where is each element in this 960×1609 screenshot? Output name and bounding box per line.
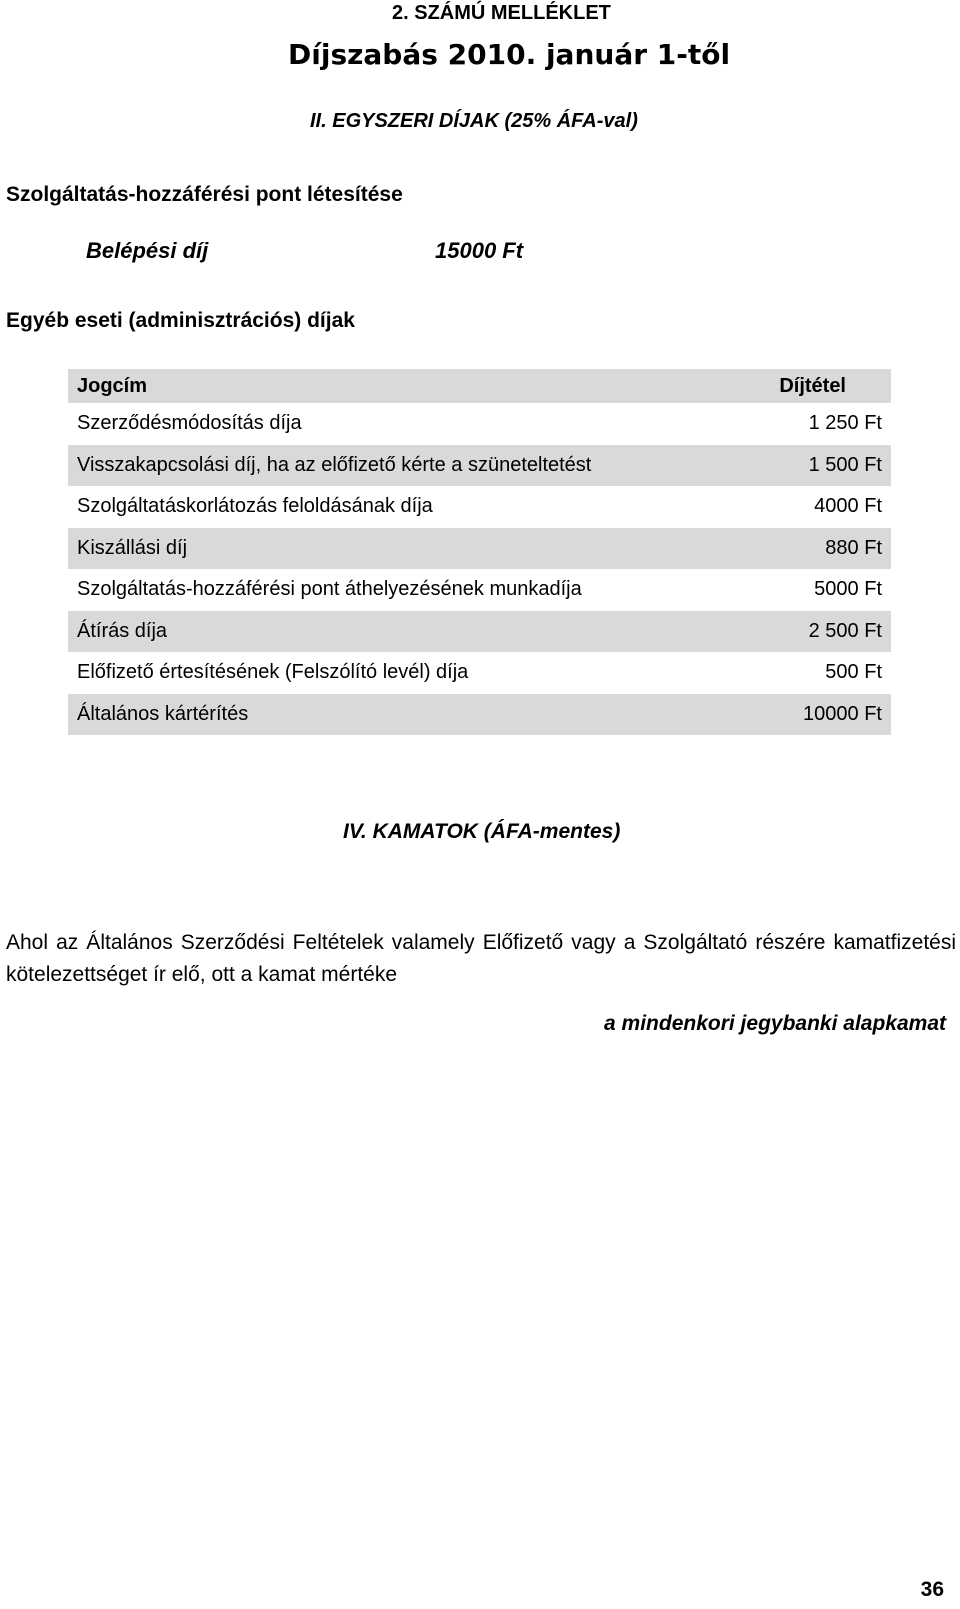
fee-amount: 1 500 Ft: [808, 453, 882, 476]
fee-amount: 5000 Ft: [814, 578, 882, 601]
fee-amount: 2 500 Ft: [808, 619, 882, 642]
column-header-amount: Díjtétel: [779, 374, 846, 397]
access-point-heading: Szolgáltatás-hozzáférési pont létesítése: [6, 183, 403, 206]
interest-paragraph: Ahol az Általános Szerződési Feltételek valamely Előfizető vagy a Szolgáltató részére kamatfizetési kötelezettséget ír elő, ott a kamat mértéke: [6, 931, 956, 986]
table-row: [68, 569, 891, 611]
table-row: [68, 486, 891, 528]
table-row: [68, 694, 891, 736]
fee-name: Általános kártérítés: [77, 702, 249, 725]
entry-fee-value: 15000 Ft: [435, 238, 524, 263]
other-fees-heading: Egyéb eseti (adminisztrációs) díjak: [6, 309, 355, 332]
table-row: [68, 403, 891, 445]
fee-name: Kiszállási díj: [77, 536, 188, 559]
table-row: [68, 445, 891, 487]
fee-name: Visszakapcsolási díj, ha az előfizető kérte a szüneteltetést: [77, 453, 592, 476]
fee-amount: 880 Ft: [825, 536, 882, 559]
column-header-name: Jogcím: [77, 374, 148, 397]
fee-name: Átírás díja: [77, 619, 168, 642]
fee-name: Előfizető értesítésének (Felszólító levél) díja: [77, 661, 469, 684]
table-header-row: [68, 369, 891, 403]
interest-rate: a mindenkori jegybanki alapkamat: [604, 1012, 946, 1035]
fee-amount: 4000 Ft: [814, 495, 882, 518]
fee-name: Szolgáltatáskorlátozás feloldásának díja: [77, 495, 433, 518]
section-ii-heading: II. EGYSZERI DÍJAK (25% ÁFA-val): [310, 110, 638, 132]
page-title: Díjszabás 2010. január 1-től: [288, 38, 731, 71]
annex-label: 2. SZÁMÚ MELLÉKLET: [392, 2, 611, 24]
fee-amount: 10000 Ft: [803, 702, 882, 725]
section-iv-heading: IV. KAMATOK (ÁFA-mentes): [343, 820, 621, 843]
page-number: 36: [920, 1578, 944, 1601]
entry-fee-label: Belépési díj: [86, 238, 209, 263]
fee-table: [68, 369, 891, 735]
table-row: [68, 528, 891, 570]
fee-name: Szolgáltatás-hozzáférési pont áthelyezésének munkadíja: [77, 578, 582, 601]
fee-amount: 1 250 Ft: [808, 412, 882, 435]
table-row: [68, 652, 891, 694]
fee-amount: 500 Ft: [825, 661, 882, 684]
table-row: [68, 611, 891, 653]
fee-name: Szerződésmódosítás díja: [77, 412, 302, 435]
